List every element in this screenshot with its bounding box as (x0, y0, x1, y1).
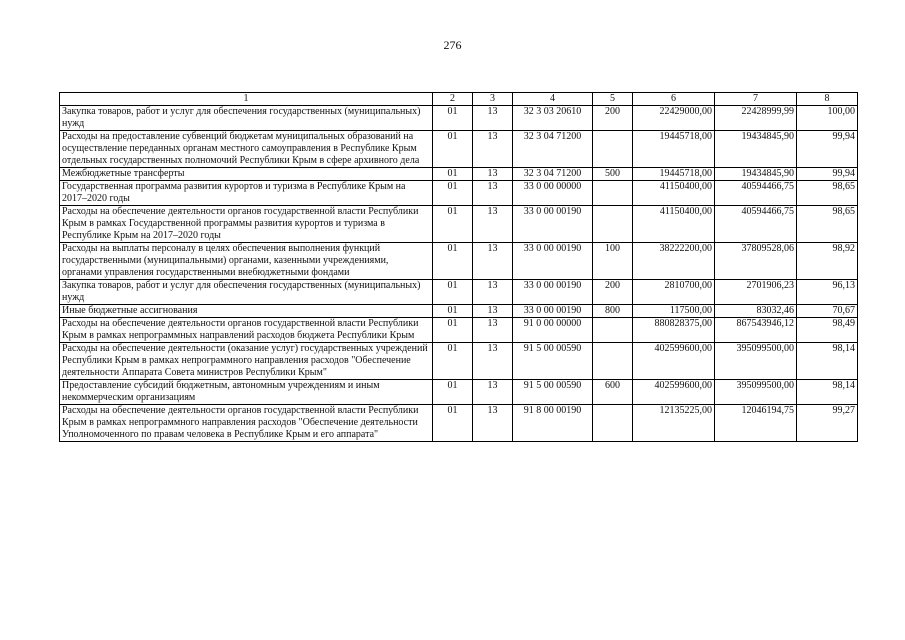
expense-name: Расходы на обеспечение деятельности (оказание услуг) государственных учреждений Республики Крым в рамках непрограммного направления расходов "Обеспечение деятельности Аппарата Совета министров Республики Крым" (60, 343, 433, 380)
executed-amount: 395099500,00 (715, 380, 797, 405)
execution-percent: 98,14 (797, 343, 858, 380)
subsection-code: 13 (473, 380, 513, 405)
planned-amount: 19445718,00 (633, 131, 715, 168)
execution-percent: 98,65 (797, 181, 858, 206)
expense-type-code (593, 318, 633, 343)
column-header: 5 (593, 93, 633, 106)
execution-percent: 98,14 (797, 380, 858, 405)
planned-amount: 2810700,00 (633, 280, 715, 305)
planned-amount: 402599600,00 (633, 380, 715, 405)
target-article-code: 33 0 00 00000 (513, 181, 593, 206)
expense-name: Закупка товаров, работ и услуг для обеспечения государственных (муниципальных) нужд (60, 106, 433, 131)
target-article-code: 32 3 03 20610 (513, 106, 593, 131)
expense-type-code (593, 181, 633, 206)
subsection-code: 13 (473, 181, 513, 206)
subsection-code: 13 (473, 305, 513, 318)
expense-type-code: 500 (593, 168, 633, 181)
section-code: 01 (433, 305, 473, 318)
target-article-code: 91 5 00 00590 (513, 380, 593, 405)
target-article-code: 33 0 00 00190 (513, 305, 593, 318)
subsection-code: 13 (473, 206, 513, 243)
target-article-code: 32 3 04 71200 (513, 131, 593, 168)
executed-amount: 867543946,12 (715, 318, 797, 343)
expense-type-code (593, 405, 633, 442)
executed-amount: 12046194,75 (715, 405, 797, 442)
header-row (60, 93, 858, 106)
planned-amount: 402599600,00 (633, 343, 715, 380)
section-code: 01 (433, 106, 473, 131)
expense-type-code (593, 131, 633, 168)
expense-name: Закупка товаров, работ и услуг для обеспечения государственных (муниципальных) нужд (60, 280, 433, 305)
expense-type-code (593, 206, 633, 243)
subsection-code: 13 (473, 168, 513, 181)
expense-name: Расходы на выплаты персоналу в целях обеспечения выполнения функций государственными (муниципальными) органами, казенными учреждениями, органами управления государственными внебюджетными фондами (60, 243, 433, 280)
expense-name: Межбюджетные трансферты (60, 168, 433, 181)
column-header: 1 (60, 93, 433, 106)
planned-amount: 12135225,00 (633, 405, 715, 442)
execution-percent: 99,94 (797, 168, 858, 181)
column-header: 7 (715, 93, 797, 106)
target-article-code: 91 0 00 00000 (513, 318, 593, 343)
column-header: 4 (513, 93, 593, 106)
section-code: 01 (433, 243, 473, 280)
subsection-code: 13 (473, 343, 513, 380)
execution-percent: 99,27 (797, 405, 858, 442)
section-code: 01 (433, 343, 473, 380)
subsection-code: 13 (473, 405, 513, 442)
section-code: 01 (433, 181, 473, 206)
execution-percent: 100,00 (797, 106, 858, 131)
table-row (60, 405, 858, 442)
section-code: 01 (433, 318, 473, 343)
section-code: 01 (433, 206, 473, 243)
planned-amount: 41150400,00 (633, 181, 715, 206)
expense-type-code: 600 (593, 380, 633, 405)
target-article-code: 32 3 04 71200 (513, 168, 593, 181)
target-article-code: 91 5 00 00590 (513, 343, 593, 380)
table-row (60, 305, 858, 318)
column-header: 8 (797, 93, 858, 106)
table-row (60, 168, 858, 181)
subsection-code: 13 (473, 106, 513, 131)
execution-percent: 70,67 (797, 305, 858, 318)
subsection-code: 13 (473, 280, 513, 305)
expense-name: Расходы на обеспечение деятельности органов государственной власти Республики Крым в рамках Государственной программы развития курортов и туризма в Республике Крым на 2017–2020 годы (60, 206, 433, 243)
subsection-code: 13 (473, 131, 513, 168)
executed-amount: 22428999,99 (715, 106, 797, 131)
execution-percent: 96,13 (797, 280, 858, 305)
subsection-code: 13 (473, 318, 513, 343)
table-row (60, 106, 858, 131)
executed-amount: 37809528,06 (715, 243, 797, 280)
section-code: 01 (433, 380, 473, 405)
expense-name: Расходы на предоставление субвенций бюджетам муниципальных образований на осуществление переданных органам местного самоуправления в Республике Крым отдельных государственных полномочий Республики Крым в сфере архивного дела (60, 131, 433, 168)
section-code: 01 (433, 131, 473, 168)
expense-type-code: 800 (593, 305, 633, 318)
column-header: 3 (473, 93, 513, 106)
table-row (60, 343, 858, 380)
section-code: 01 (433, 405, 473, 442)
planned-amount: 19445718,00 (633, 168, 715, 181)
executed-amount: 40594466,75 (715, 206, 797, 243)
expense-name: Государственная программа развития курортов и туризма в Республике Крым на 2017–2020 годы (60, 181, 433, 206)
expense-name: Предоставление субсидий бюджетным, автономным учреждениям и иным некоммерческим организациям (60, 380, 433, 405)
target-article-code: 33 0 00 00190 (513, 280, 593, 305)
executed-amount: 19434845,90 (715, 168, 797, 181)
planned-amount: 22429000,00 (633, 106, 715, 131)
expense-type-code: 200 (593, 280, 633, 305)
table-row (60, 243, 858, 280)
planned-amount: 41150400,00 (633, 206, 715, 243)
executed-amount: 40594466,75 (715, 181, 797, 206)
target-article-code: 91 8 00 00190 (513, 405, 593, 442)
table-row (60, 380, 858, 405)
expense-type-code: 100 (593, 243, 633, 280)
planned-amount: 117500,00 (633, 305, 715, 318)
execution-percent: 98,92 (797, 243, 858, 280)
table-row (60, 131, 858, 168)
expense-name: Расходы на обеспечение деятельности органов государственной власти Республики Крым в рамках непрограммных направлений расходов бюджета Республики Крым (60, 318, 433, 343)
page-number: 276 (443, 38, 462, 52)
executed-amount: 395099500,00 (715, 343, 797, 380)
executed-amount: 2701906,23 (715, 280, 797, 305)
budget-table (59, 92, 858, 442)
execution-percent: 98,49 (797, 318, 858, 343)
table-row (60, 318, 858, 343)
execution-percent: 98,65 (797, 206, 858, 243)
subsection-code: 13 (473, 243, 513, 280)
table-row (60, 280, 858, 305)
target-article-code: 33 0 00 00190 (513, 243, 593, 280)
section-code: 01 (433, 280, 473, 305)
table-row (60, 206, 858, 243)
section-code: 01 (433, 168, 473, 181)
expense-name: Расходы на обеспечение деятельности органов государственной власти Республики Крым в рамках непрограммного направления расходов "Обеспечение деятельности Уполномоченного по правам человека в Республике Крым и его аппарата" (60, 405, 433, 442)
expense-type-code (593, 343, 633, 380)
executed-amount: 83032,46 (715, 305, 797, 318)
executed-amount: 19434845,90 (715, 131, 797, 168)
planned-amount: 880828375,00 (633, 318, 715, 343)
column-header: 2 (433, 93, 473, 106)
expense-name: Иные бюджетные ассигнования (60, 305, 433, 318)
column-header: 6 (633, 93, 715, 106)
expense-type-code: 200 (593, 106, 633, 131)
target-article-code: 33 0 00 00190 (513, 206, 593, 243)
execution-percent: 99,94 (797, 131, 858, 168)
table-row (60, 181, 858, 206)
planned-amount: 38222200,00 (633, 243, 715, 280)
